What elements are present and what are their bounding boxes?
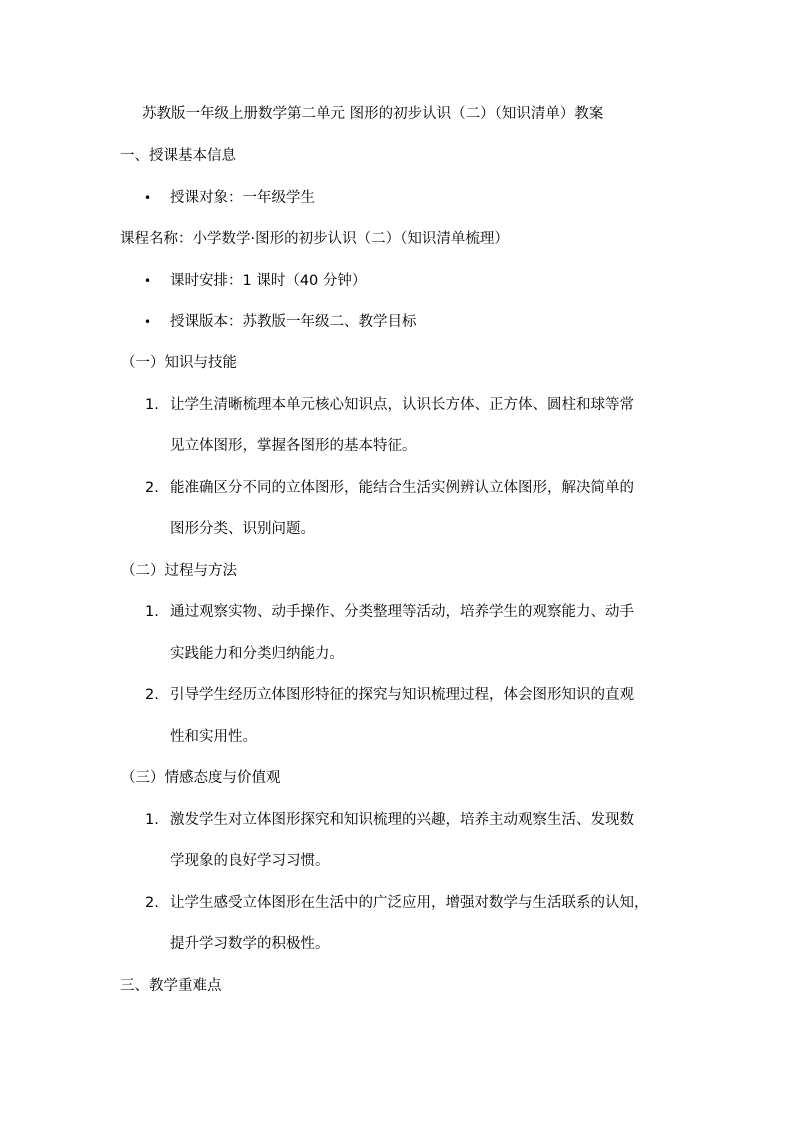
subheading-knowledge-skills: （一）知识与技能 bbox=[121, 355, 237, 371]
subheading-attitude-values: （三）情感态度与价值观 bbox=[121, 770, 281, 786]
list-item-line: 见立体图形，掌握各图形的基本特征。 bbox=[170, 438, 417, 454]
list-item-line: 实践能力和分类归纳能力。 bbox=[170, 646, 344, 662]
list-item-line: 性和实用性。 bbox=[170, 729, 257, 745]
bullet-icon: • bbox=[144, 274, 152, 288]
section-heading-key-difficulties: 三、教学重难点 bbox=[120, 978, 222, 994]
list-number: 1. bbox=[145, 604, 159, 620]
list-item-line: 提升学习数学的积极性。 bbox=[170, 936, 330, 952]
bullet-icon: • bbox=[144, 315, 152, 329]
info-course-name: 课程名称：小学数学·图形的初步认识（二）（知识清单梳理） bbox=[120, 231, 509, 247]
list-item-line: 能准确区分不同的立体图形，能结合生活实例辨认立体图形，解决简单的 bbox=[170, 480, 634, 496]
info-audience: 授课对象：一年级学生 bbox=[170, 190, 315, 206]
list-item-line: 图形分类、识别问题。 bbox=[170, 521, 315, 537]
list-item-line: 引导学生经历立体图形特征的探究与知识梳理过程，体会图形知识的直观 bbox=[170, 687, 634, 703]
list-item-line: 让学生清晰梳理本单元核心知识点，认识长方体、正方体、圆柱和球等常 bbox=[170, 397, 634, 413]
list-item-line: 让学生感受立体图形在生活中的广泛应用，增强对数学与生活联系的认知， bbox=[170, 895, 649, 911]
list-item-line: 学现象的良好学习习惯。 bbox=[170, 853, 330, 869]
list-number: 2. bbox=[145, 895, 159, 911]
info-edition: 授课版本：苏教版一年级二、教学目标 bbox=[170, 314, 417, 330]
list-number: 2. bbox=[145, 687, 159, 703]
document-title: 苏教版一年级上册数学第二单元 图形的初步认识（二）（知识清单）教案 bbox=[142, 106, 604, 122]
info-schedule: 课时安排：1 课时（40 分钟） bbox=[170, 273, 367, 289]
list-number: 2. bbox=[145, 480, 159, 496]
list-item-line: 激发学生对立体图形探究和知识梳理的兴趣，培养主动观察生活、发现数 bbox=[170, 812, 634, 828]
list-item-line: 通过观察实物、动手操作、分类整理等活动，培养学生的观察能力、动手 bbox=[170, 604, 634, 620]
section-heading-basic-info: 一、授课基本信息 bbox=[120, 148, 236, 164]
list-number: 1. bbox=[145, 397, 159, 413]
list-number: 1. bbox=[145, 812, 159, 828]
subheading-process-methods: （二）过程与方法 bbox=[121, 563, 237, 579]
bullet-icon: • bbox=[144, 191, 152, 205]
